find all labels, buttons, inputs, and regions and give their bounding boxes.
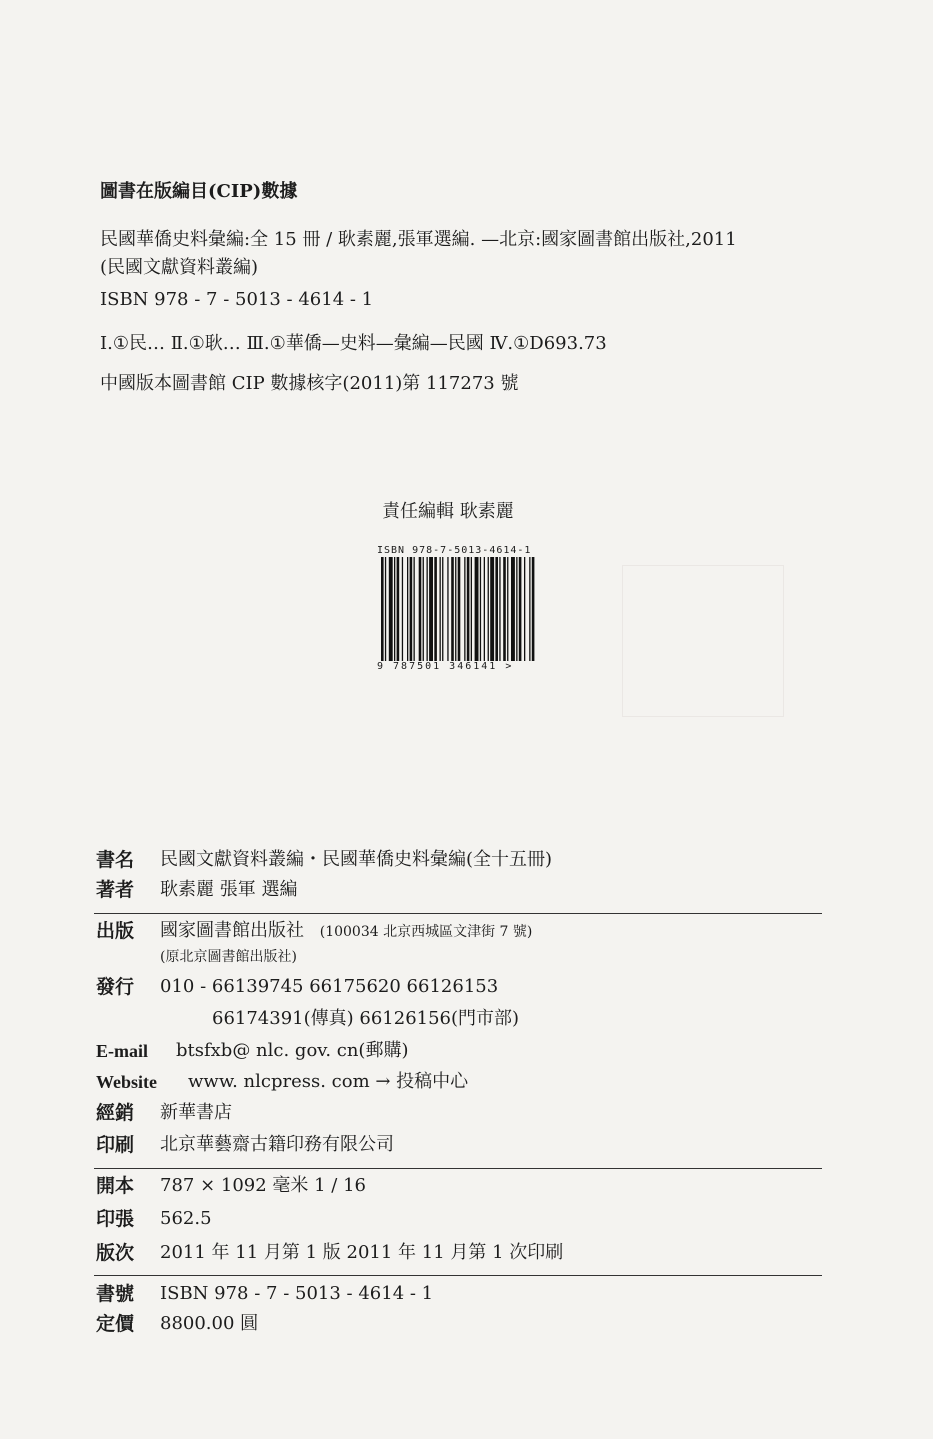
seller-label: 經銷 (96, 1102, 135, 1124)
divider-1 (94, 913, 822, 914)
book-name-value: 民國文獻資料叢編・民國華僑史料彙編(全十五冊) (160, 849, 553, 870)
cip-isbn: ISBN 978 - 7 - 5013 - 4614 - 1 (100, 289, 374, 310)
barcode-bar (429, 557, 433, 661)
barcode-bar (423, 557, 424, 661)
divider-2 (94, 1168, 822, 1169)
distribution-label: 發行 (96, 976, 135, 998)
barcode-bar (410, 557, 413, 661)
barcode-digits: 9 787501 346141 > (377, 661, 514, 672)
edition-label: 版次 (96, 1242, 135, 1264)
barcode-bar (427, 557, 428, 661)
website-label: Website (96, 1072, 157, 1092)
printer-label: 印刷 (96, 1134, 135, 1156)
barcode-bars (377, 557, 537, 661)
barcode-bar (419, 557, 422, 661)
book-number-label: 書號 (96, 1283, 135, 1305)
barcode-bar (503, 557, 506, 661)
publisher-address: (100034 北京西城區文津街 7 號) (319, 924, 533, 940)
barcode-bar (451, 557, 454, 661)
cip-line-2: (民國文獻資料叢編) (100, 257, 259, 278)
barcode-bar (434, 557, 437, 661)
barcode-bar (458, 557, 461, 661)
format-label: 開本 (96, 1175, 135, 1197)
barcode-bar (414, 557, 415, 661)
author-value: 耿素麗 張軍 選編 (160, 879, 298, 900)
cip-record: 中國版本圖書館 CIP 數據核字(2011)第 117273 號 (100, 373, 519, 394)
distribution-phones: 010 - 66139745 66175620 66126153 (160, 976, 499, 997)
barcode-bar (464, 557, 465, 661)
barcode-bar (467, 557, 470, 661)
price-value: 8800.00 圓 (160, 1313, 259, 1334)
publisher-name: 國家圖書館出版社 (160, 920, 304, 941)
barcode-bar (488, 557, 489, 661)
email-label: E-mail (96, 1041, 148, 1061)
barcode-bar (529, 557, 530, 661)
website-value: www. nlcpress. com → 投稿中心 (188, 1071, 469, 1092)
barcode-bar (381, 557, 384, 661)
book-number-value: ISBN 978 - 7 - 5013 - 4614 - 1 (160, 1283, 434, 1304)
distribution-fax: 66174391(傳真) 66126156(門市部) (212, 1008, 520, 1029)
barcode-bar (484, 557, 485, 661)
barcode-bar (407, 557, 408, 661)
barcode-bar (442, 557, 443, 661)
barcode-bar (524, 557, 525, 661)
sheets-value: 562.5 (160, 1208, 212, 1229)
barcode-bar (480, 557, 481, 661)
email-value: btsfxb@ nlc. gov. cn(郵購) (176, 1040, 409, 1061)
divider-3 (94, 1275, 822, 1276)
barcode-bar (495, 557, 498, 661)
barcode-bar (455, 557, 456, 661)
publisher-former: (原北京圖書館出版社) (160, 949, 297, 965)
publisher-label: 出版 (96, 920, 135, 942)
cip-classification: Ⅰ.①民… Ⅱ.①耿… Ⅲ.①華僑—史料—彙編—民國 Ⅳ.①D693.73 (100, 333, 607, 354)
barcode-bar (385, 557, 386, 661)
barcode-bar (402, 557, 403, 661)
barcode-bar (516, 557, 517, 661)
barcode-bar (389, 557, 393, 661)
cip-line-1: 民國華僑史料彙編:全 15 冊 / 耿素麗,張軍選編. —北京:國家圖書館出版社,2011 (100, 229, 737, 250)
barcode-bar (394, 557, 395, 661)
sheets-label: 印張 (96, 1208, 135, 1230)
barcode-bar (447, 557, 448, 661)
author-label: 著者 (96, 879, 135, 901)
barcode-bar (511, 557, 515, 661)
barcode-bar (507, 557, 508, 661)
edition-value: 2011 年 11 月第 1 版 2011 年 11 月第 1 次印刷 (160, 1242, 564, 1263)
publisher-value (160, 918, 532, 945)
barcode-bar (475, 557, 479, 661)
barcode-bar (490, 557, 494, 661)
barcode-bar (440, 557, 441, 661)
barcode-top-text: ISBN 978-7-5013-4614-1 (377, 545, 532, 556)
faded-stamp-mark (622, 565, 784, 717)
barcode-bar (532, 557, 535, 661)
cip-title: 圖書在版編目(CIP)數據 (100, 181, 298, 202)
isbn-barcode (377, 545, 557, 673)
barcode-bar (397, 557, 400, 661)
barcode-bar (499, 557, 500, 661)
responsible-editor: 責任編輯 耿素麗 (382, 501, 514, 522)
price-label: 定價 (96, 1313, 135, 1335)
printer-value: 北京華藝齋古籍印務有限公司 (160, 1134, 394, 1155)
seller-value: 新華書店 (160, 1102, 232, 1123)
barcode-bar (519, 557, 522, 661)
barcode-bar (471, 557, 472, 661)
format-value: 787 × 1092 毫米 1 / 16 (160, 1175, 366, 1196)
book-name-label: 書名 (96, 849, 135, 871)
